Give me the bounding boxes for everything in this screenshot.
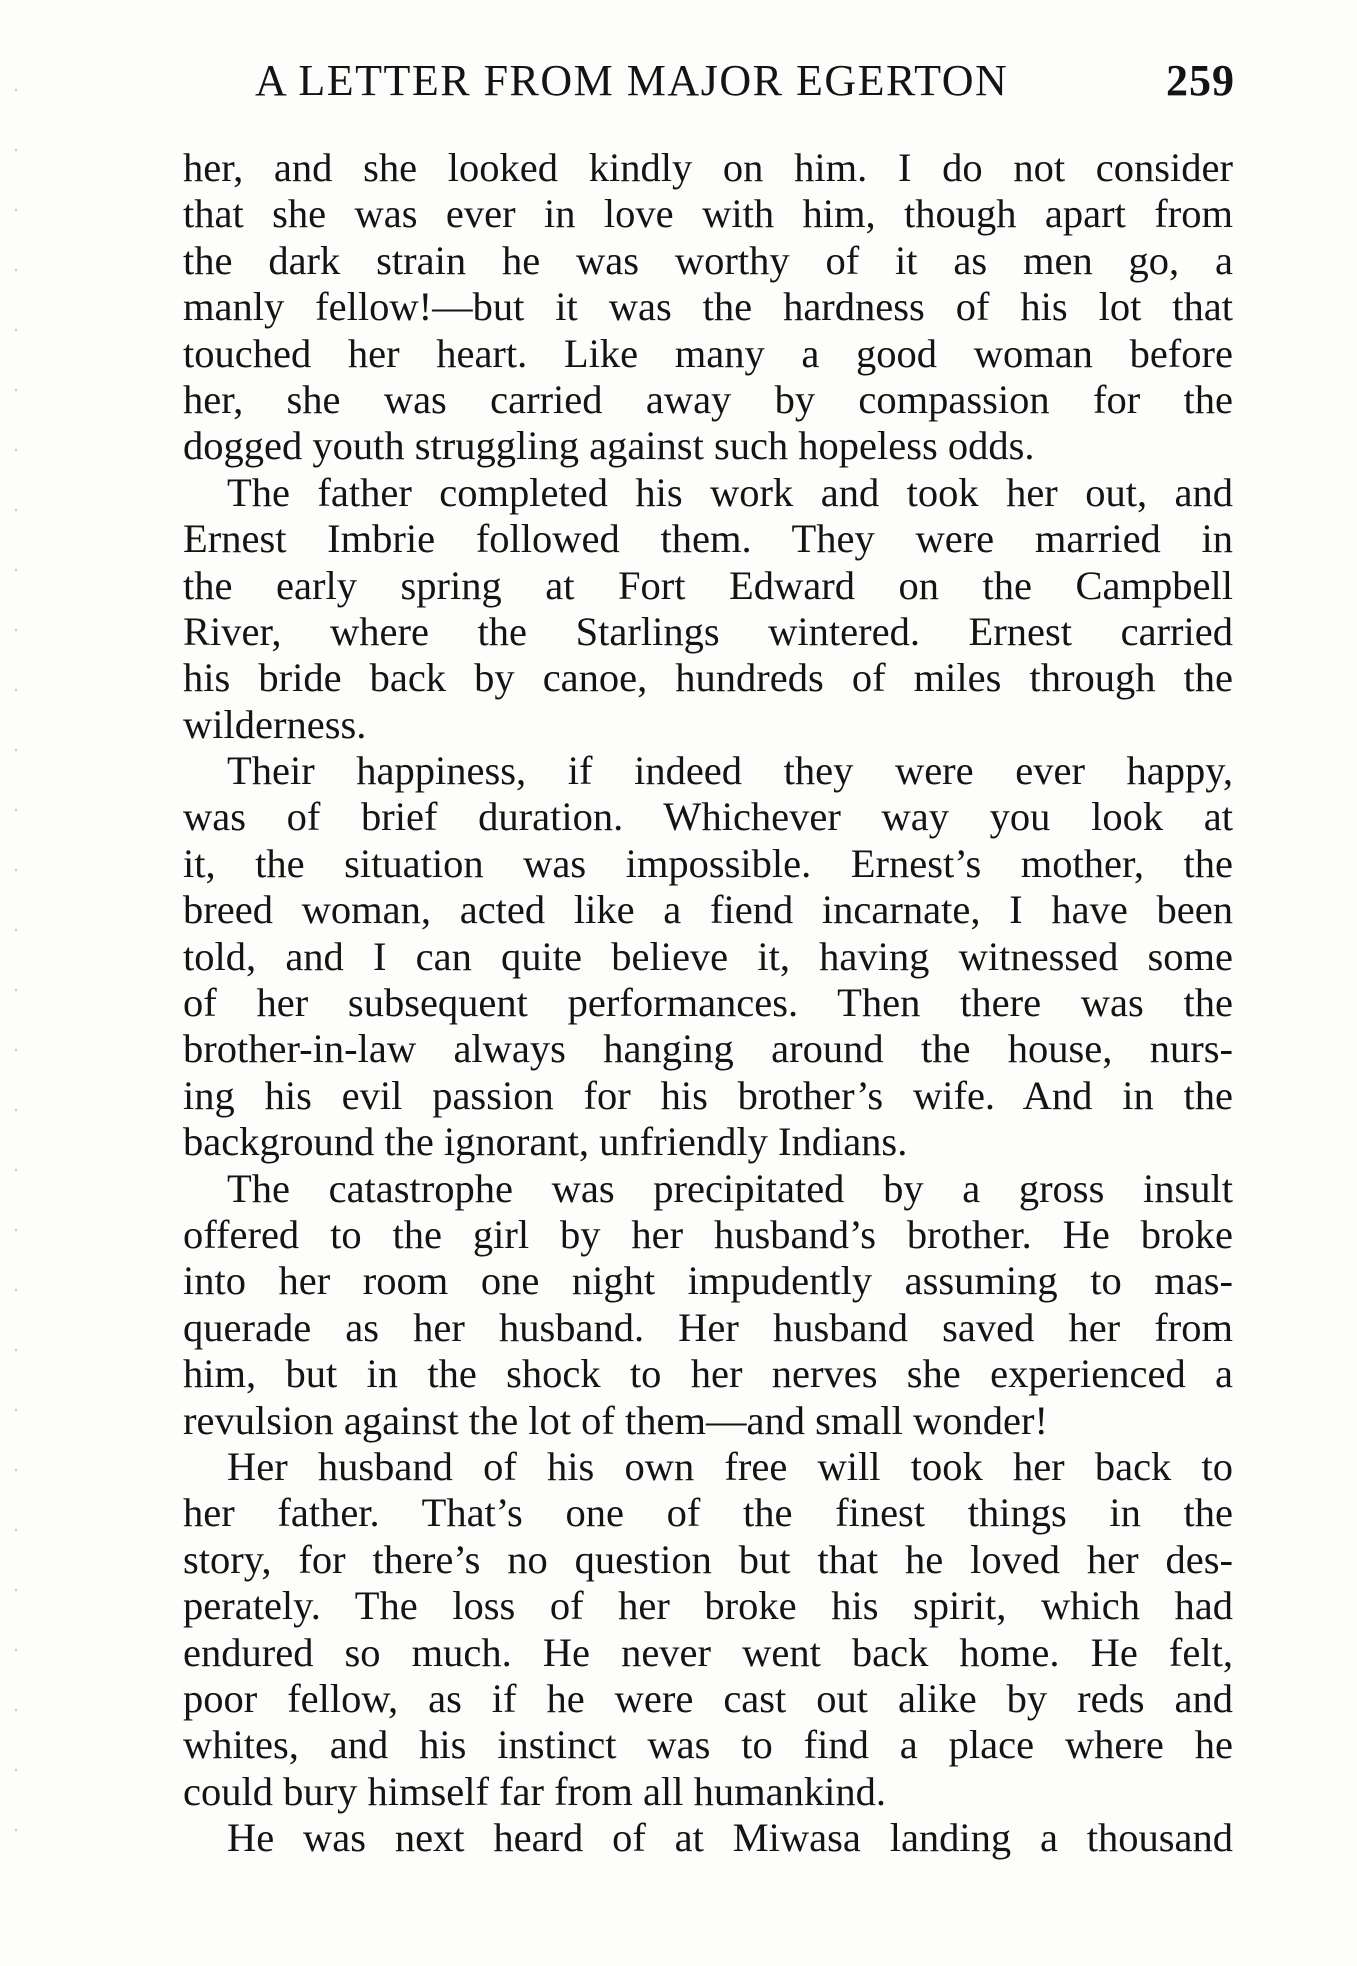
text-line: her, and she looked kindly on him. I do not consider (183, 145, 1233, 190)
text-line: River, where the Starlings wintered. Ernest carried (183, 608, 1233, 654)
text-line: perately. The loss of her broke his spirit, which had (183, 1583, 1233, 1629)
text-line: breed woman, acted like a fiend incarnate, I have been (183, 887, 1233, 933)
text-line: poor fellow, as if he were cast out alike by reds and (183, 1675, 1233, 1721)
text-line: revulsion against the lot of them—and small wonder! (183, 1397, 1048, 1443)
text-line: her father. That’s one of the finest things in the (183, 1490, 1233, 1536)
text-line: into her room one night impudently assuming to mas- (183, 1258, 1233, 1304)
text-line: the dark strain he was worthy of it as men go, a (183, 237, 1233, 283)
text-line: ing his evil passion for his brother’s wife. And in the (183, 1072, 1233, 1118)
text-line: told, and I can quite believe it, having witnessed some (183, 933, 1233, 979)
text-line: story, for there’s no question but that he loved her des- (183, 1536, 1233, 1582)
text-line: was of brief duration. Whichever way you look at (183, 794, 1233, 840)
text-line: of her subsequent performances. Then there was the (183, 980, 1233, 1026)
text-line: background the ignorant, unfriendly Indians. (183, 1119, 908, 1165)
text-line: querade as her husband. Her husband saved her from (183, 1304, 1233, 1350)
text-line: touched her heart. Like many a good woman before (183, 330, 1233, 376)
text-line: offered to the girl by her husband’s brother. He broke (183, 1211, 1233, 1257)
running-title: A LETTER FROM MAJOR EGERTON (255, 55, 1009, 105)
text-line: his bride back by canoe, hundreds of miles through the (183, 655, 1233, 701)
text-line: it, the situation was impossible. Ernest’s mother, the (183, 840, 1233, 886)
text-line: brother-in-law always hanging around the house, nurs- (183, 1026, 1233, 1072)
text-line: Their happiness, if indeed they were ever happy, (227, 748, 1233, 794)
text-line: that she was ever in love with him, though apart from (183, 191, 1233, 237)
running-head (255, 50, 1235, 110)
text-line: Her husband of his own free will took her back to (227, 1443, 1233, 1489)
text-line: the early spring at Fort Edward on the Campbell (183, 562, 1233, 608)
body-text (183, 145, 1233, 1861)
text-line: wilderness. (183, 701, 367, 747)
text-line: whites, and his instinct was to find a place where he (183, 1722, 1233, 1768)
text-line: could bury himself far from all humankind. (183, 1768, 886, 1814)
text-line: The father completed his work and took her out, and (227, 469, 1233, 515)
text-line: The catastrophe was precipitated by a gross insult (227, 1165, 1233, 1211)
page-number: 259 (1166, 55, 1235, 105)
gutter-speckle-decoration (14, 60, 18, 1880)
text-line: endured so much. He never went back home. He felt, (183, 1629, 1233, 1675)
text-line: her, she was carried away by compassion for the (183, 376, 1233, 422)
text-line: Ernest Imbrie followed them. They were married in (183, 516, 1233, 562)
text-line: manly fellow!—but it was the hardness of his lot that (183, 284, 1233, 330)
text-line: He was next heard of at Miwasa landing a thousand (227, 1815, 1233, 1861)
text-line: dogged youth struggling against such hopeless odds. (183, 423, 1035, 469)
text-line: him, but in the shock to her nerves she experienced a (183, 1351, 1233, 1397)
